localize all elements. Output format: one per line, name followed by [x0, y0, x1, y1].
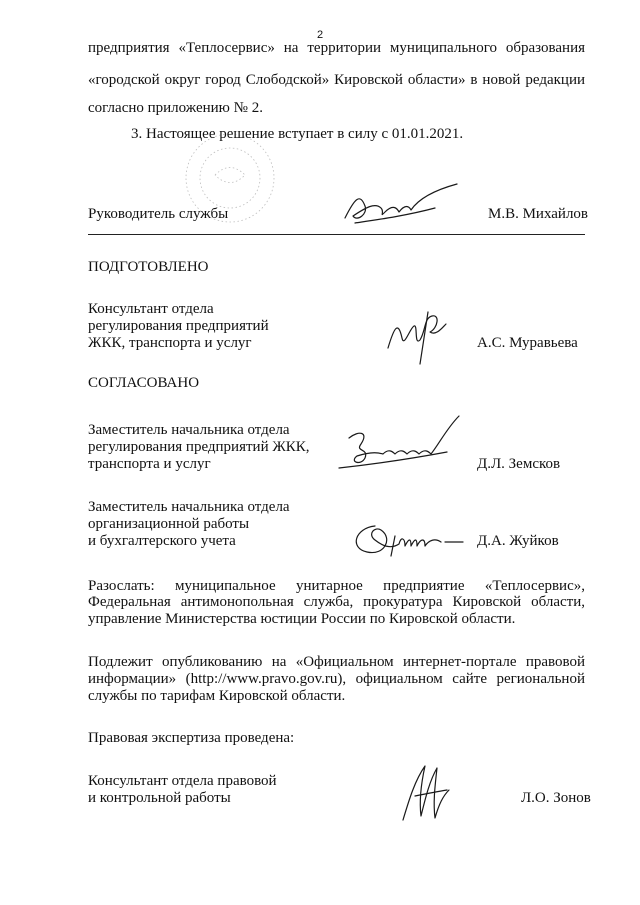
intro-line-3: согласно приложению № 2. [88, 100, 263, 116]
prepared-signature [380, 298, 460, 368]
legal-name: Л.О. Зонов [521, 790, 591, 806]
legal-signature [395, 760, 455, 825]
prepared-line-2: регулирования предприятий [88, 318, 269, 334]
head-signature [335, 178, 465, 233]
prepared-line-3: ЖКК, транспорта и услуг [88, 335, 252, 351]
page-number: 2 [316, 29, 324, 41]
agreed-first-line-2: регулирования предприятий ЖКК, [88, 439, 310, 455]
distribution-line-3: управление Министерства юстиции России по Кировской области. [88, 611, 516, 627]
divider-line [88, 234, 585, 235]
agreed-heading: СОГЛАСОВАНО [88, 375, 200, 391]
legal-line-2: и контрольной работы [88, 790, 231, 806]
head-position: Руководитель службы [88, 206, 229, 222]
distribution-line-1: Разослать: муниципальное унитарное предприятие «Теплосервис», [88, 578, 585, 594]
agreed-first-line-3: транспорта и услуг [88, 456, 211, 472]
prepared-heading: ПОДГОТОВЛЕНО [88, 259, 209, 275]
agreed-first-name: Д.Л. Земсков [477, 456, 561, 472]
agreed-second-signature [345, 518, 470, 563]
legal-heading: Правовая экспертиза проведена: [88, 730, 295, 746]
agreed-second-name: Д.А. Жуйков [477, 533, 559, 549]
item-3: 3. Настоящее решение вступает в силу с 01.01.2021. [131, 126, 464, 142]
agreed-second-line-2: организационной работы [88, 516, 250, 532]
intro-line-2: «городской округ город Слободской» Кировской области» в новой редакции [88, 72, 585, 88]
prepared-name: А.С. Муравьева [477, 335, 578, 351]
agreed-first-line-1: Заместитель начальника отдела [88, 422, 290, 438]
prepared-line-1: Консультант отдела [88, 301, 214, 317]
agreed-second-line-1: Заместитель начальника отдела [88, 499, 290, 515]
publication-line-2: информации» (http://www.pravo.gov.ru), официальном сайте региональной [88, 671, 585, 687]
agreed-first-signature [335, 408, 475, 478]
head-name: М.В. Михайлов [488, 206, 589, 222]
agreed-second-line-3: и бухгалтерского учета [88, 533, 236, 549]
distribution-line-2: Федеральная антимонопольная служба, прокуратура Кировской области, [88, 594, 585, 610]
legal-line-1: Консультант отдела правовой [88, 773, 277, 789]
publication-line-1: Подлежит опубликованию на «Официальном интернет-портале правовой [88, 654, 585, 670]
intro-line-1: предприятия «Теплосервис» на территории муниципального образования [88, 40, 585, 56]
publication-line-3: службы по тарифам Кировской области. [88, 688, 346, 704]
